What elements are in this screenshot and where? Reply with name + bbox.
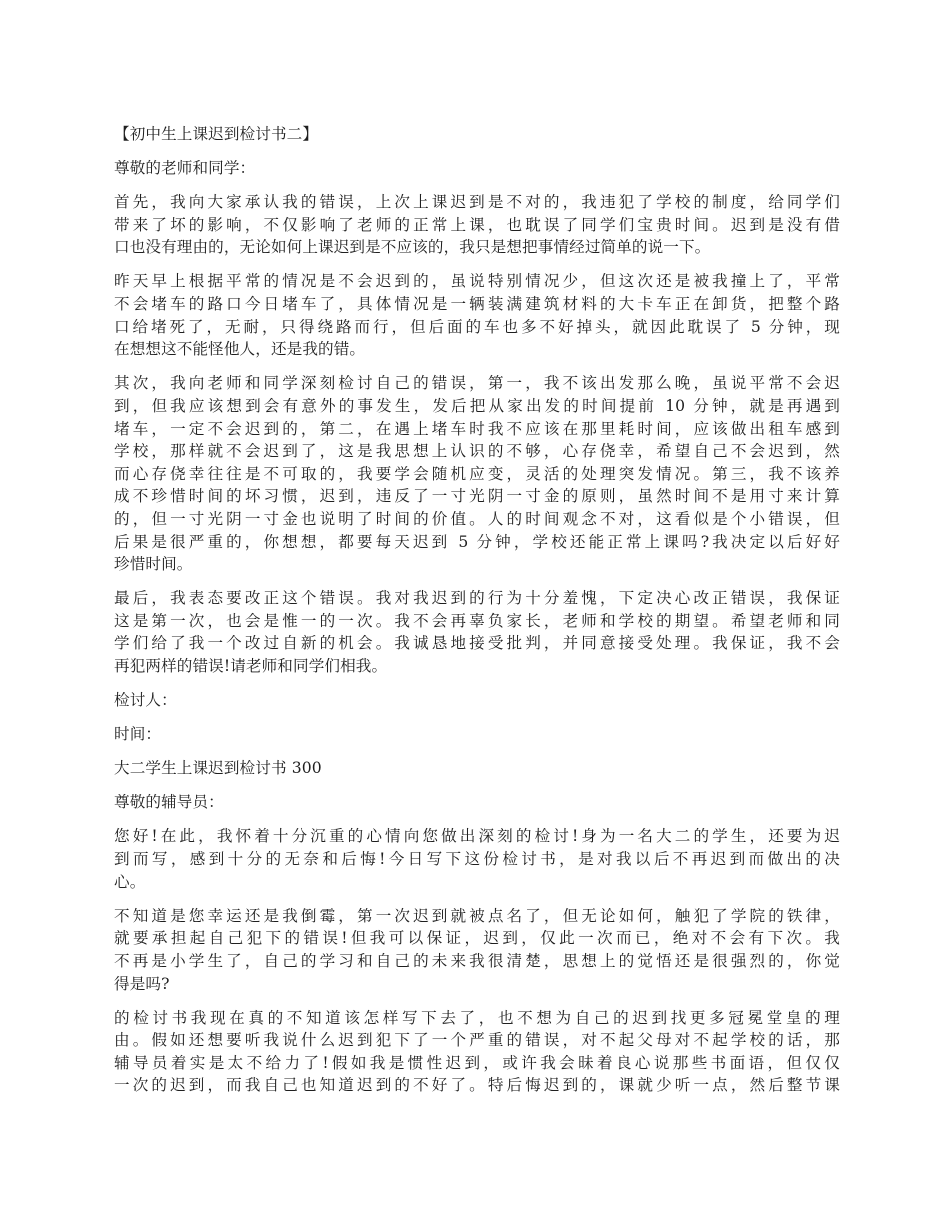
text-line: 心。	[114, 872, 146, 891]
text-line: 得是吗?	[114, 974, 170, 993]
signature-reviewer: 检讨人：	[114, 691, 177, 710]
text-line: 就要承担起自己犯下的错误!但我可以保证，迟到，仅此一次而已，绝对不会有下次。我	[114, 929, 840, 948]
paragraph-commitment	[114, 587, 840, 677]
text-line: 的，但一寸光阴一寸金也说明了时间的价值。人的时间观念不对，这看似是个小错误，但	[114, 509, 840, 528]
text-line: 口给堵死了，无耐，只得绕路而行，但后面的车也多不好掉头，就因此耽误了 5 分钟，现	[114, 317, 840, 336]
text-line: 学校，那样就不会迟到了，这是我思想上认识的不够，心存侥幸，希望自己不会迟到，然	[114, 442, 840, 461]
paragraph-guarantee	[114, 905, 840, 995]
paragraph-circumstances	[114, 270, 840, 360]
text-line: 到而写，感到十分的无奈和后悔!今日写下这份检讨书，是对我以后不再迟到而做出的决	[114, 850, 840, 869]
paragraph-self-criticism	[114, 372, 840, 575]
text-line: 珍惜时间。	[114, 555, 193, 574]
text-line: 学们给了我一个改过自新的机会。我诚恳地接受批判，并同意接受处理。我保证，我不会	[114, 634, 840, 653]
text-line: 首先，我向大家承认我的错误，上次上课迟到是不对的，我违犯了学校的制度，给同学们	[114, 193, 840, 212]
text-line: 再犯两样的错误!请老师和同学们相我。	[114, 656, 388, 675]
text-line: 您好!在此，我怀着十分沉重的心情向您做出深刻的检讨!身为一名大二的学生，还要为迟	[114, 827, 840, 846]
salutation-teachers: 尊敬的老师和同学：	[114, 159, 256, 178]
text-line: 昨天早上根据平常的情况是不会迟到的，虽说特别情况少，但这次还是被我撞上了，平常	[114, 272, 840, 291]
text-line: 辅导员着实是太不给力了!假如我是惯性迟到，或许我会昧着良心说那些书面语，但仅仅	[114, 1053, 840, 1072]
paragraph-reflection	[114, 1007, 840, 1097]
text-line: 而心存侥幸往往是不可取的，我要学会随机应变，灵活的处理突发情况。第三，我不该养	[114, 464, 840, 483]
text-line: 最后，我表态要改正这个错误。我对我迟到的行为十分羞愧，下定决心改正错误，我保证	[114, 589, 840, 608]
text-line: 口也没有理由的，无论如何上课迟到是不应该的，我只是想把事情经过简单的说一下。	[114, 238, 711, 257]
text-line: 不再是小学生了，自己的学习和自己的未来我很清楚，思想上的觉悟还是很强烈的，你觉	[114, 951, 840, 970]
text-line: 不知道是您幸运还是我倒霉，第一次迟到就被点名了，但无论如何，触犯了学院的铁律，	[114, 906, 840, 925]
second-letter-title: 大二学生上课迟到检讨书 300	[114, 759, 322, 778]
salutation-counselor: 尊敬的辅导员：	[114, 793, 224, 812]
text-line: 这是第一次，也会是惟一的一次。我不会再辜负家长，老师和学校的期望。希望老师和同	[114, 611, 840, 630]
text-line: 其次，我向老师和同学深刻检讨自己的错误，第一，我不该出发那么晚，虽说平常不会迟	[114, 374, 840, 393]
text-line: 一次的迟到，而我自己也知道迟到的不好了。特后悔迟到的，课就少听一点，然后整节课	[114, 1076, 840, 1095]
paragraph-admission	[114, 191, 840, 259]
document-body	[114, 123, 840, 1108]
text-line: 到，但我应该想到会有意外的事发生，发后把从家出发的时间提前 10 分钟，就是再遇到	[114, 396, 840, 415]
signature-time: 时间：	[114, 725, 162, 744]
text-line: 带来了坏的影响，不仅影响了老师的正常上课，也耽误了同学们宝贵时间。迟到是没有借	[114, 215, 840, 234]
text-line: 成不珍惜时间的坏习惯，迟到，违反了一寸光阴一寸金的原则，虽然时间不是用寸来计算	[114, 487, 840, 506]
text-line: 由。假如还想要听我说什么迟到犯下了一个严重的错误，对不起父母对不起学校的话，那	[114, 1031, 840, 1050]
text-line: 的检讨书我现在真的不知道该怎样写下去了，也不想为自己的迟到找更多冠冕堂皇的理	[114, 1008, 840, 1027]
text-line: 后果是很严重的，你想想，都要每天迟到 5 分钟，学校还能正常上课吗?我决定以后好好	[114, 532, 840, 551]
text-line: 不会堵车的路口今日堵车了，具体情况是一辆装满建筑材料的大卡车正在卸货，把整个路	[114, 295, 840, 314]
text-line: 在想想这不能怪他人，还是我的错。	[114, 340, 366, 359]
document-title: 【初中生上课迟到检讨书二】	[114, 125, 319, 143]
text-line: 堵车，一定不会迟到的，第二，在遇上堵车时我不应该在那里耗时间，应该做出租车感到	[114, 419, 840, 438]
paragraph-greeting	[114, 825, 840, 893]
